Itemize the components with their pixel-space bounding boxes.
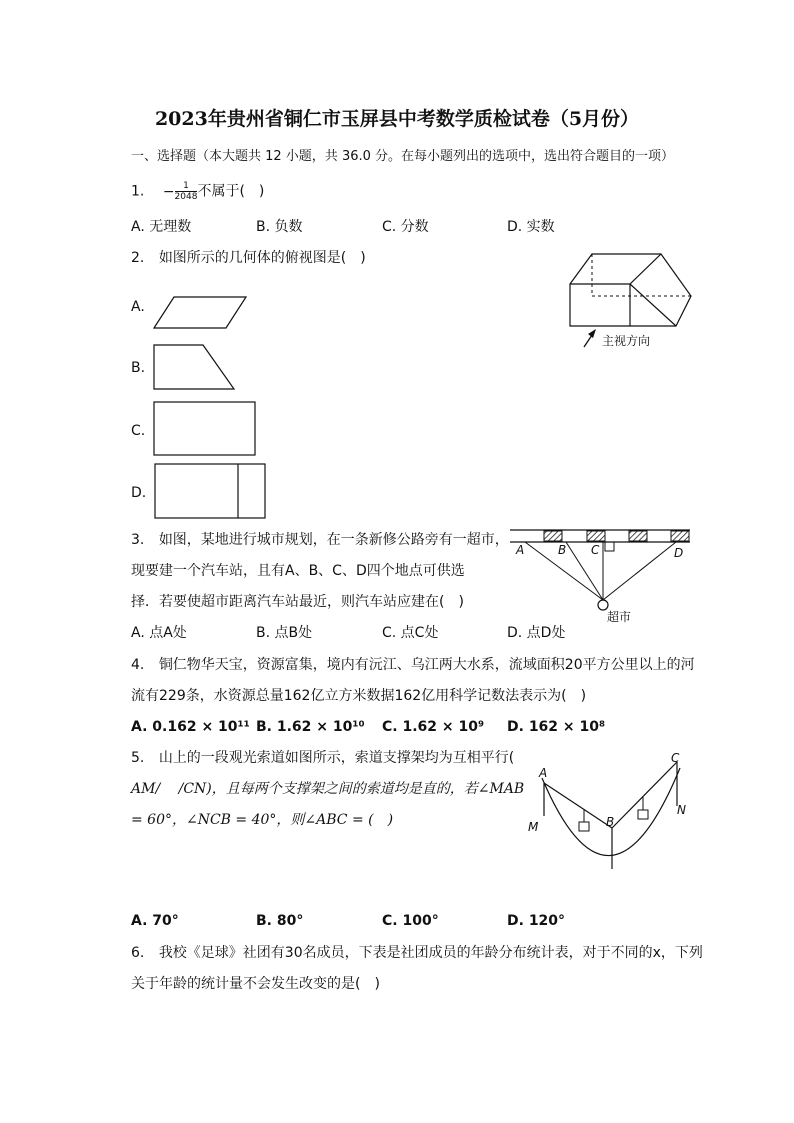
q3-text-1: 如图，某地进行城市规划，在一条新修公路旁有一超市， (158, 532, 509, 548)
q2-label-a: A. (131, 299, 145, 315)
q4-line2: 流有229条，水资源总量162亿立方米数据162亿用科学记数法表示为( ) (131, 688, 587, 704)
q4-line1 (131, 655, 695, 675)
q3-option-d: D. 点D处 (507, 625, 566, 641)
q3-option-c: C. 点C处 (382, 625, 439, 641)
q5-option-d: D. 120° (507, 913, 566, 929)
q2-option-a-figure (150, 292, 250, 332)
q3-road-figure (508, 524, 694, 624)
q3-point-d: D (674, 546, 684, 560)
q3-line3: 择．若要使超市距离汽车站最近，则汽车站应建在( ) (131, 594, 464, 610)
q4-text-1: 铜仁物华天宝，资源富集，境内有沅江、乌江两大水系，流域面积20平方公里以上的河 (158, 657, 695, 673)
q6-line2: 关于年龄的统计量不会发生改变的是( ) (131, 976, 380, 992)
q2-view-direction-label: 主视方向 (602, 334, 651, 348)
q1-fraction (175, 181, 198, 202)
q6-number: 6. (131, 945, 145, 961)
q5-text-1: 山上的一段观光索道如图所示，索道支撑架均为互相平行( (158, 750, 515, 766)
q4-option-d: D. 162 × 10⁸ (507, 719, 606, 735)
q4-option-b: B. 1.62 × 10¹⁰ (256, 719, 365, 735)
q2-number: 2. (131, 250, 145, 266)
page-title: 2023年贵州省铜仁市玉屏县中考数学质检试卷（5月份） (154, 108, 640, 130)
q5-option-b: B. 80° (256, 913, 304, 929)
q5-line2: AM/ /CN)，且每两个支撑架之间的索道均是直的，若∠MAB (131, 781, 525, 797)
q1-fraction-den: 2048 (174, 192, 198, 202)
q1-option-b: B. 负数 (256, 219, 303, 235)
q2-option-b-figure (150, 342, 240, 392)
q3-number: 3. (131, 532, 145, 548)
q2-solid-figure (560, 248, 700, 358)
q4-option-c: C. 1.62 × 10⁹ (382, 719, 485, 735)
q5-line3: = 60°，∠NCB = 40°，则∠ABC = ( ) (131, 812, 394, 828)
q5-line1 (131, 748, 514, 768)
q5-point-n: N (677, 803, 686, 817)
q5-number: 5. (131, 750, 145, 766)
q2-option-d-figure (150, 462, 270, 520)
q1-minus: − (162, 183, 175, 200)
q5-point-a: A (539, 766, 548, 780)
q1-number: 1. (131, 183, 145, 200)
q1-text: 不属于( ) (197, 183, 265, 200)
q6-line1 (131, 943, 703, 963)
q5-point-b: B (606, 815, 615, 829)
q1-fraction-num: 1 (175, 181, 198, 192)
q2-text: 如图所示的几何体的俯视图是( ) (158, 250, 366, 266)
q2-stem (131, 248, 366, 268)
q3-line2: 现要建一个汽车站，且有A、B、C、D四个地点可供选 (131, 563, 465, 579)
q5-point-m: M (528, 820, 539, 834)
q2-label-c: C. (131, 423, 146, 439)
q3-line1 (131, 530, 509, 550)
q5-option-c: C. 100° (382, 913, 439, 929)
q1-option-d: D. 实数 (507, 219, 555, 235)
q1-option-a: A. 无理数 (131, 219, 192, 235)
section-heading: 一、选择题（本大题共 12 小题，共 36.0 分。在每小题列出的选项中，选出符合题目的一项） (131, 149, 675, 164)
q4-number: 4. (131, 657, 145, 673)
q5-option-a: A. 70° (131, 913, 179, 929)
q4-option-a: A. 0.162 × 10¹¹ (131, 719, 250, 735)
q3-option-b: B. 点B处 (256, 625, 313, 641)
q3-point-c: C (591, 543, 600, 557)
q1-stem (131, 181, 264, 202)
q2-label-b: B. (131, 360, 146, 376)
q2-option-c-figure (150, 400, 260, 458)
q1-option-c: C. 分数 (382, 219, 429, 235)
q5-cableway-figure (520, 748, 694, 876)
q5-point-c: C (671, 751, 680, 765)
q3-market-label: 超市 (607, 610, 632, 624)
q6-text-1: 我校《足球》社团有30名成员，下表是社团成员的年龄分布统计表，对于不同的x，下列 (158, 945, 703, 961)
q3-point-a: A (516, 543, 525, 557)
q3-point-b: B (558, 543, 567, 557)
q3-option-a: A. 点A处 (131, 625, 187, 641)
q2-label-d: D. (131, 485, 147, 501)
